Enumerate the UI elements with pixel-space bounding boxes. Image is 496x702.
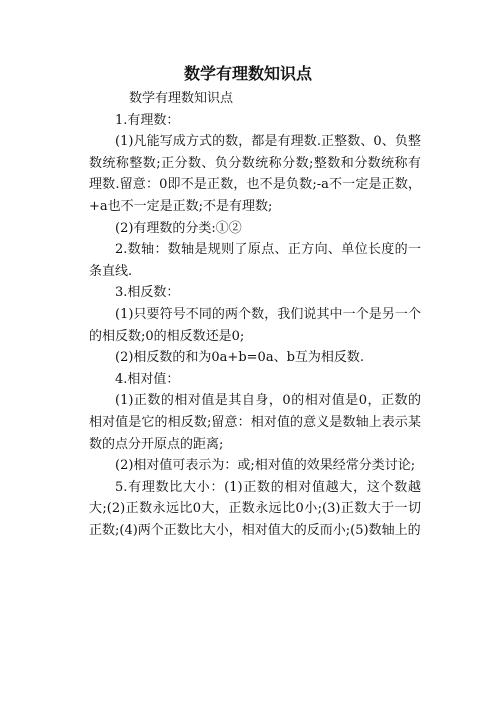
paragraph: (2)相对值可表示为：或;相对值的效果经常分类讨论; (115, 458, 416, 474)
paragraph: (2)有理数的分类:①② (115, 220, 242, 236)
section-heading: 1.有理数： (115, 112, 180, 128)
document-body (89, 88, 421, 541)
document-title: 数学有理数知识点 (183, 64, 312, 83)
subtitle-paragraph: 数学有理数知识点 (129, 91, 234, 106)
paragraph: (2)相反数的和为0a+b=0a、b互为相反数. (115, 350, 365, 366)
paragraph: 5.有理数比大小：(1)正数的相对值越大，这个数越大;(2)正数永远比0大，正数永远比0小;(3)正数大于一切正数;(4)两个正数比大小，相对值大的反而小;(5)数轴上的 (89, 479, 421, 538)
paragraph: (1)正数的相对值是其自身，0的相对值是0，正数的相对值是它的相反数;留意：相对值的意义是数轴上表示某数的点分开原点的距离; (89, 393, 421, 452)
section-heading: 3.相反数： (115, 285, 180, 301)
paragraph: (1)凡能写成方式的数，都是有理数.正整数、0、负整数统称整数;正分数、负分数统称分数;整数和分数统称有理数.留意：0即不是正数，也不是负数;-a不一定是正数，+a也不一定是正数;不是有理数; (89, 134, 421, 214)
section-heading: 4.相对值： (115, 371, 180, 387)
paragraph: (1)只要符号不同的两个数，我们说其中一个是另一个的相反数;0的相反数还是0; (89, 306, 421, 344)
paragraph: 2.数轴：数轴是规则了原点、正方向、单位长度的一条直线. (89, 242, 421, 279)
